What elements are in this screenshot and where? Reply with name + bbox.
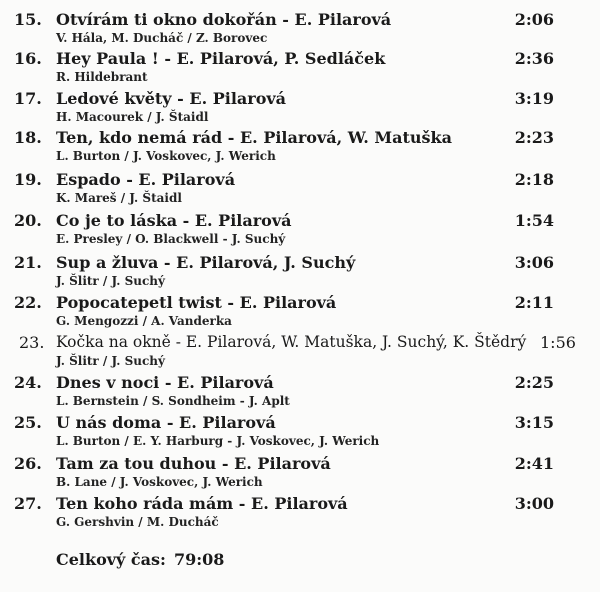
track-credits: G. Gershvin / M. Ducháč [56, 515, 219, 529]
track-number: 26. [14, 454, 42, 473]
track-duration: 2:25 [514, 373, 554, 392]
track-duration: 2:41 [514, 454, 554, 473]
track-title: Sup a žluva - E. Pilarová, J. Suchý [56, 253, 356, 272]
total-value: 79:08 [173, 550, 225, 569]
track-title: Ten koho ráda mám - E. Pilarová [56, 494, 348, 513]
track-22 [0, 293, 600, 333]
track-credits: J. Šlitr / J. Suchý [56, 274, 165, 288]
track-number: 17. [14, 89, 42, 108]
track-title: Popocatepetl twist - E. Pilarová [56, 293, 337, 312]
track-title: Ten, kdo nemá rád - E. Pilarová, W. Matuška [56, 128, 452, 147]
track-credits: V. Hála, M. Ducháč / Z. Borovec [56, 31, 268, 45]
track-number: 22. [14, 293, 42, 312]
track-title: Tam za tou duhou - E. Pilarová [56, 454, 331, 473]
track-credits: L. Burton / J. Voskovec, J. Werich [56, 149, 276, 163]
track-23 [0, 333, 600, 373]
track-credits: B. Lane / J. Voskovec, J. Werich [56, 475, 263, 489]
track-title: Ledové květy - E. Pilarová [56, 89, 287, 108]
track-number: 23. [19, 333, 45, 352]
track-number: 20. [14, 211, 42, 230]
track-credits: L. Bernstein / S. Sondheim - J. Aplt [56, 394, 290, 408]
track-25 [0, 413, 600, 453]
track-19 [0, 170, 600, 210]
track-credits: J. Šlitr / J. Suchý [56, 354, 165, 368]
track-24 [0, 373, 600, 413]
track-credits: G. Mengozzi / A. Vanderka [56, 314, 232, 328]
track-duration: 1:54 [514, 211, 554, 230]
track-duration: 2:18 [514, 170, 554, 189]
track-number: 24. [14, 373, 42, 392]
track-duration: 2:23 [514, 128, 554, 147]
track-title: Espado - E. Pilarová [56, 170, 236, 189]
track-17 [0, 89, 600, 129]
track-duration: 3:19 [514, 89, 554, 108]
track-credits: R. Hildebrant [56, 70, 148, 84]
track-number: 18. [14, 128, 42, 147]
track-title: Dnes v noci - E. Pilarová [56, 373, 274, 392]
track-number: 25. [14, 413, 42, 432]
track-26 [0, 454, 600, 494]
track-credits: E. Presley / O. Blackwell - J. Suchý [56, 232, 286, 246]
track-credits: L. Burton / E. Y. Harburg - J. Voskovec, J. Werich [56, 434, 380, 448]
track-21 [0, 253, 600, 293]
track-15 [0, 10, 600, 50]
track-18 [0, 128, 600, 168]
track-duration: 2:06 [514, 10, 554, 29]
track-number: 15. [14, 10, 42, 29]
track-title: U nás doma - E. Pilarová [56, 413, 276, 432]
track-duration: 3:00 [514, 494, 554, 513]
track-title: Co je to láska - E. Pilarová [56, 211, 292, 230]
track-16 [0, 49, 600, 89]
track-credits: H. Macourek / J. Štaidl [56, 110, 209, 124]
track-duration: 1:56 [540, 333, 576, 352]
track-duration: 3:06 [514, 253, 554, 272]
track-duration: 2:36 [514, 49, 554, 68]
track-title: Otvírám ti okno dokořán - E. Pilarová [56, 10, 392, 29]
track-number: 19. [14, 170, 42, 189]
track-number: 16. [14, 49, 42, 68]
track-credits: K. Mareš / J. Štaidl [56, 191, 182, 205]
track-number: 27. [14, 494, 42, 513]
track-title: Hey Paula ! - E. Pilarová, P. Sedláček [56, 49, 386, 68]
track-20 [0, 211, 600, 251]
track-title: Kočka na okně - E. Pilarová, W. Matuška, J. Suchý, K. Štědrý [56, 333, 527, 351]
total-playing-time [56, 550, 224, 569]
track-27 [0, 494, 600, 534]
track-duration: 2:11 [514, 293, 554, 312]
total-label: Celkový čas: [56, 550, 166, 569]
track-duration: 3:15 [514, 413, 554, 432]
track-number: 21. [14, 253, 42, 272]
